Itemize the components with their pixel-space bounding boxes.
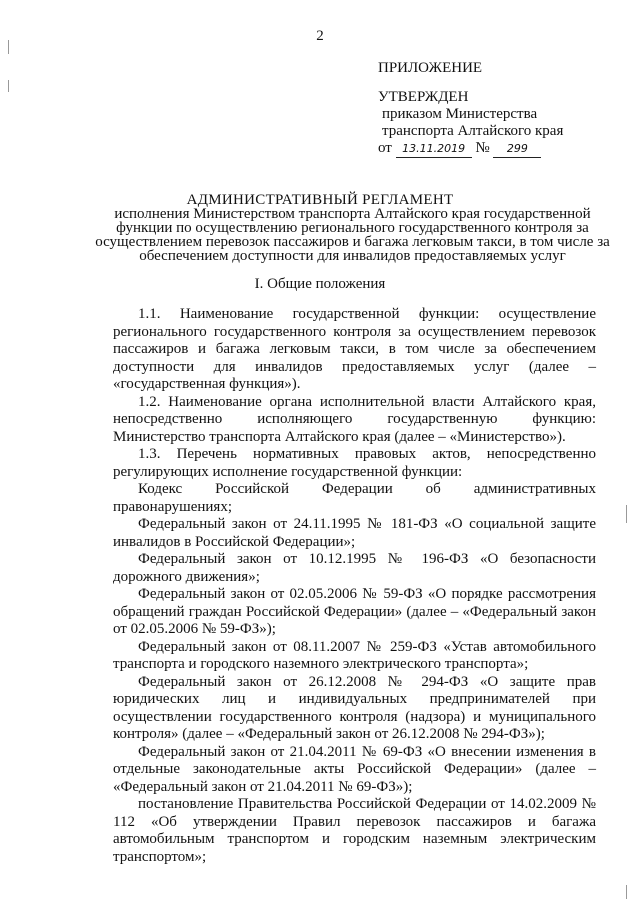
margin-mark	[626, 505, 627, 523]
paragraph: Федеральный закон от 08.11.2007 № 259-ФЗ «Устав автомобильного транспорта и городского наземного электрического транспорта»;	[113, 638, 596, 672]
paragraph: Кодекс Российской Федерации об административных правонарушениях;	[113, 481, 596, 515]
paragraph: Федеральный закон от 02.05.2006 № 59-ФЗ «О порядке рассмотрения обращений граждан Российской Федерации» (далее – «Федеральный закон от 02.05.2006 № 59-ФЗ»);	[113, 586, 596, 637]
section-heading: I. Общие положения	[254, 276, 386, 292]
document-title: АДМИНИСТРАТИВНЫЙ РЕГЛАМЕНТ	[186, 192, 454, 208]
approval-date-line	[378, 140, 563, 158]
margin-mark	[626, 885, 627, 899]
paragraph: постановление Правительства Российской Федерации от 14.02.2009 № 112 «Об утверждении Правил перевозок пассажиров и багажа автомобильным транспортом и городским наземным электрическим транспортом»;	[113, 796, 596, 865]
page-number: 2	[316, 28, 324, 44]
approval-ministry-line: транспорта Алтайского края	[382, 123, 564, 139]
paragraph: 1.2. Наименование органа исполнительной власти Алтайского края, непосредственно исполняющего государственную функцию: Министерство транспорта Алтайского края (далее – «Министерство»).	[113, 393, 596, 445]
section-body	[113, 306, 596, 866]
approved-label: УТВЕРЖДЕН	[378, 89, 469, 105]
document-subtitle: исполнения Министерством транспорта Алтайского края государственной функции по осуществлению регионального государственного контроля за осуществлением перевозок пассажиров и багажа легковым такси, в том числе за обеспечением доступности для инвалидов предоставляемых услуг	[95, 206, 610, 264]
appendix-heading: ПРИЛОЖЕНИЕ	[378, 60, 483, 76]
paragraph: Федеральный закон от 24.11.1995 № 181-ФЗ «О социальной защите инвалидов в Российской Федерации»;	[113, 516, 596, 550]
date-prefix: от	[378, 140, 392, 156]
paragraph: 1.3. Перечень нормативных правовых актов, непосредственно регулирующих исполнение государственной функции:	[113, 446, 596, 480]
paragraph: Федеральный закон от 10.12.1995 № 196-ФЗ «О безопасности дорожного движения»;	[113, 551, 596, 585]
number-prefix: №	[475, 140, 490, 156]
margin-mark	[8, 80, 9, 92]
handwritten-number: 299	[493, 140, 541, 158]
paragraph: Федеральный закон от 21.04.2011 № 69-ФЗ «О внесении изменения в отдельные законодательные акты Российской Федерации» (далее – «Федеральный закон от 21.04.2011 № 69-ФЗ»);	[113, 743, 596, 795]
paragraph: Федеральный закон от 26.12.2008 № 294-ФЗ «О защите прав юридических лиц и индивидуальных предпринимателей при осуществлении государственного контроля (надзора) и муниципального контроля» (далее – «Федеральный закон от 26.12.2008 № 294-ФЗ»);	[113, 673, 596, 742]
paragraph: 1.1. Наименование государственной функции: осуществление регионального государственного контроля за осуществлением перевозок пассажиров и багажа легковым такси, в том числе за обеспечением доступности для инвалидов предоставляемых услуг (далее – «государственная функция»).	[113, 306, 596, 392]
approval-order-line: приказом Министерства	[382, 106, 538, 122]
approval-block	[378, 60, 563, 158]
handwritten-date: 13.11.2019	[396, 140, 472, 158]
